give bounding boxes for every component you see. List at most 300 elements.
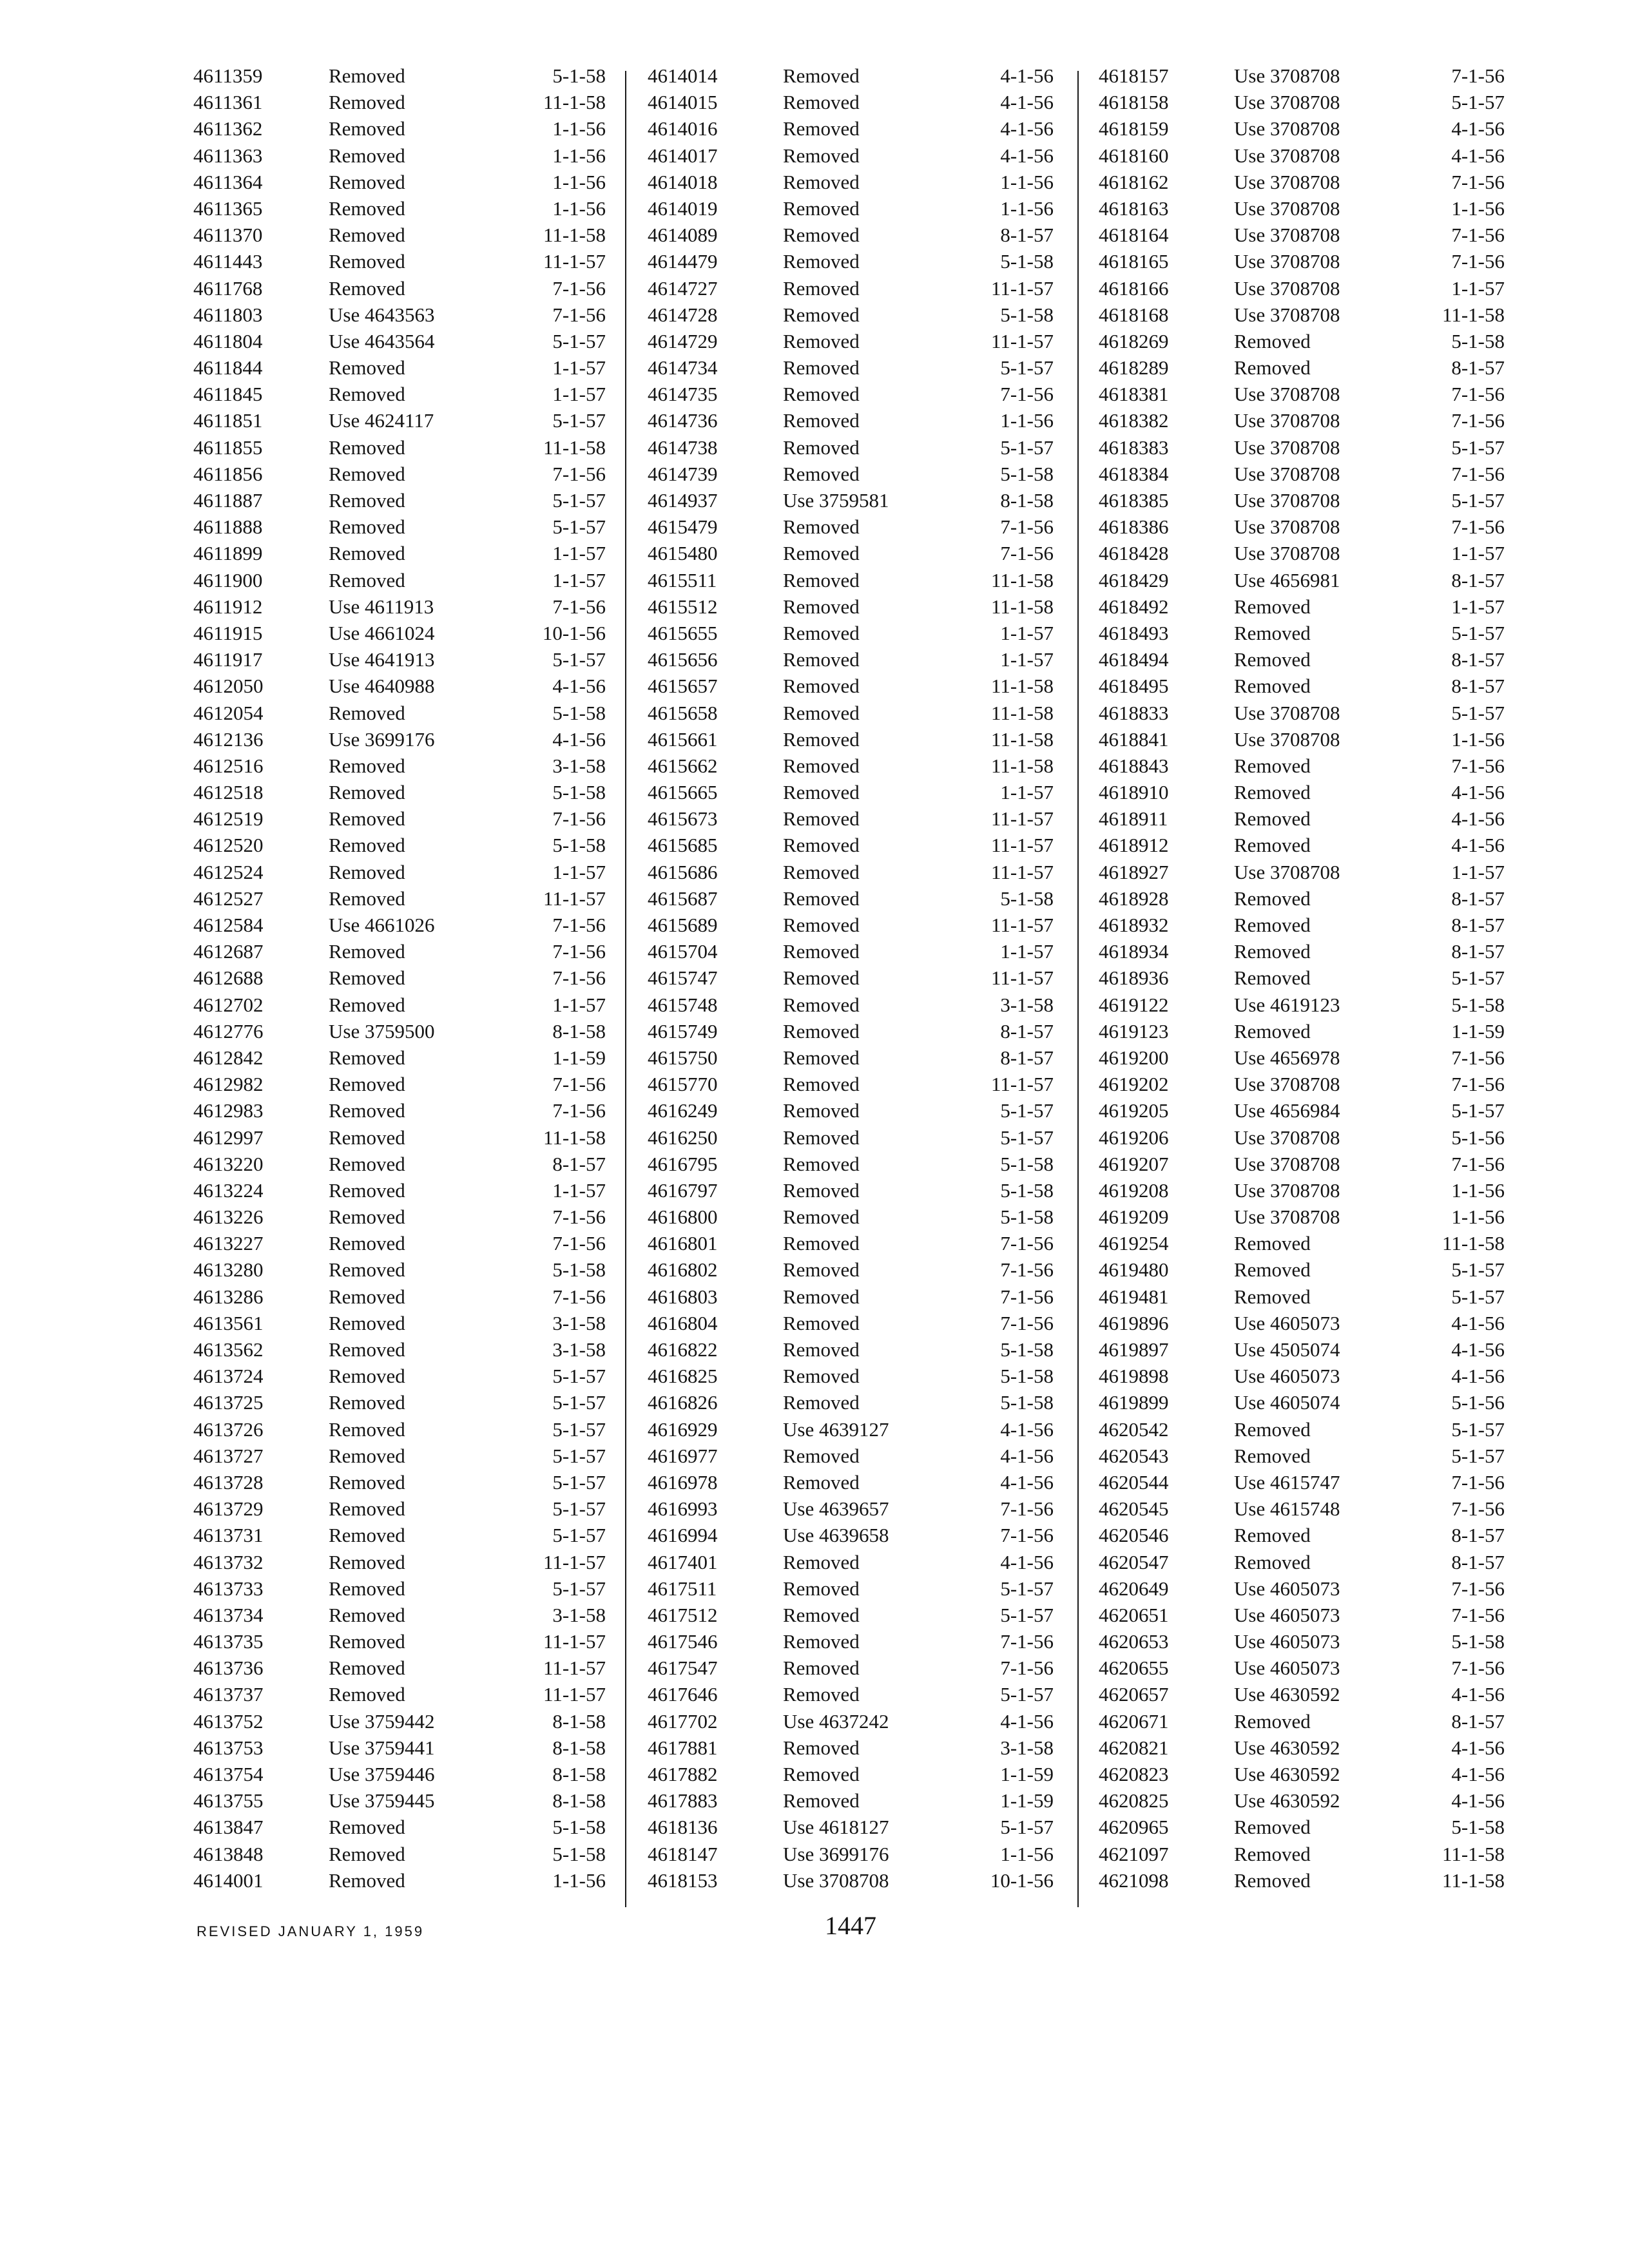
status: Removed (329, 1816, 405, 1839)
part-number: 4620544 (1099, 1470, 1169, 1494)
effective-date: 5-1-57 (552, 1577, 606, 1600)
status: Use 4639127 (783, 1418, 889, 1441)
part-number: 4617546 (648, 1630, 718, 1653)
status: Removed (783, 1152, 860, 1175)
status: Removed (783, 860, 860, 883)
status: Removed (783, 1285, 860, 1308)
table-row (1099, 330, 1505, 356)
effective-date: 7-1-56 (1451, 1497, 1505, 1521)
effective-date: 1-1-57 (1451, 542, 1505, 565)
status: Use 4605073 (1234, 1657, 1340, 1680)
effective-date: 4-1-56 (1000, 117, 1054, 140)
effective-date: 8-1-57 (1000, 1019, 1054, 1043)
effective-date: 7-1-56 (552, 807, 606, 831)
status: Removed (783, 993, 860, 1016)
effective-date: 7-1-56 (1451, 250, 1505, 273)
table-row (193, 171, 606, 197)
effective-date: 5-1-57 (552, 409, 606, 432)
table-row (648, 702, 1054, 728)
part-number: 4611804 (193, 329, 263, 352)
table-row (193, 1126, 606, 1153)
part-number: 4619209 (1099, 1206, 1169, 1229)
status: Removed (329, 701, 405, 724)
status: Removed (783, 224, 860, 247)
table-row (1099, 1683, 1505, 1709)
table-row (1099, 197, 1505, 224)
status: Removed (1234, 1019, 1311, 1043)
part-number: 4618159 (1099, 117, 1169, 140)
status: Removed (329, 1311, 405, 1334)
table-row (648, 1789, 1054, 1816)
table-row (1099, 383, 1505, 409)
effective-date: 1-1-56 (1000, 1842, 1054, 1865)
status: Use 3708708 (1234, 250, 1340, 273)
status: Removed (1234, 754, 1311, 777)
table-row (648, 542, 1054, 568)
part-number: 4619898 (1099, 1365, 1169, 1388)
status: Removed (783, 1444, 860, 1467)
effective-date: 11-1-58 (1442, 1232, 1505, 1255)
effective-date: 4-1-56 (1000, 64, 1054, 87)
table-row (1099, 91, 1505, 117)
part-number: 4619123 (1099, 1019, 1169, 1043)
part-number: 4619899 (1099, 1391, 1169, 1414)
status: Use 4643564 (329, 329, 435, 352)
table-row (193, 914, 606, 940)
effective-date: 11-1-57 (991, 914, 1054, 936)
table-row (1099, 648, 1505, 675)
table-row (193, 1046, 606, 1073)
status: Use 3708708 (1234, 1152, 1340, 1175)
table-row (193, 1869, 606, 1896)
part-number: 4618165 (1099, 250, 1169, 273)
table-row (193, 1471, 606, 1497)
part-number: 4619480 (1099, 1258, 1169, 1282)
part-number: 4618936 (1099, 966, 1169, 990)
part-number: 4613734 (193, 1603, 264, 1626)
part-number: 4612983 (193, 1099, 264, 1122)
table-row (1099, 1418, 1505, 1445)
effective-date: 11-1-57 (991, 807, 1054, 831)
effective-date: 7-1-56 (1451, 1046, 1505, 1069)
part-number: 4611364 (193, 170, 263, 193)
table-row (1099, 1869, 1505, 1896)
effective-date: 3-1-58 (552, 1338, 606, 1361)
table-row (1099, 250, 1505, 276)
part-number: 4611915 (193, 621, 263, 644)
table-row (193, 940, 606, 966)
part-number: 4615686 (648, 860, 718, 883)
effective-date: 4-1-56 (1000, 144, 1054, 167)
part-number: 4619208 (1099, 1178, 1169, 1202)
effective-date: 1-1-57 (1451, 860, 1505, 883)
effective-date: 5-1-57 (1451, 1444, 1505, 1467)
table-row (1099, 807, 1505, 834)
effective-date: 7-1-56 (552, 303, 606, 326)
part-number: 4611768 (193, 276, 263, 300)
part-number: 4620546 (1099, 1524, 1169, 1547)
status: Removed (329, 170, 405, 193)
effective-date: 8-1-58 (552, 1019, 606, 1043)
effective-date: 11-1-57 (991, 1073, 1054, 1096)
part-number: 4616977 (648, 1444, 718, 1467)
part-number: 4611844 (193, 356, 263, 380)
status: Removed (1234, 966, 1311, 990)
part-number: 4611845 (193, 383, 263, 406)
part-number: 4615511 (648, 568, 717, 591)
effective-date: 11-1-58 (543, 1126, 606, 1149)
table-row (193, 303, 606, 330)
status: Removed (329, 1524, 405, 1547)
table-row (648, 1285, 1054, 1312)
effective-date: 8-1-57 (1451, 568, 1505, 591)
table-row (193, 1312, 606, 1338)
part-number: 4613561 (193, 1311, 264, 1334)
part-number: 4620542 (1099, 1418, 1169, 1441)
effective-date: 7-1-56 (1000, 1630, 1054, 1653)
status: Removed (783, 436, 860, 459)
part-number: 4617881 (648, 1736, 718, 1759)
effective-date: 7-1-56 (1000, 1311, 1054, 1334)
part-number: 4618164 (1099, 224, 1169, 247)
part-number: 4615479 (648, 515, 718, 539)
status: Use 4661024 (329, 621, 435, 644)
status: Use 4630592 (1234, 1789, 1340, 1812)
effective-date: 7-1-56 (1000, 1657, 1054, 1680)
table-row (648, 1683, 1054, 1709)
table-row (648, 1258, 1054, 1285)
part-number: 4621098 (1099, 1869, 1169, 1892)
table-row (648, 436, 1054, 463)
table-row (648, 117, 1054, 144)
effective-date: 5-1-58 (552, 64, 606, 87)
status: Removed (329, 1577, 405, 1600)
status: Use 3708708 (1234, 489, 1340, 512)
table-row (193, 1153, 606, 1179)
table-row (193, 1258, 606, 1285)
status: Use 3759441 (329, 1736, 435, 1759)
part-number: 4620671 (1099, 1709, 1169, 1733)
status: Use 3708708 (1234, 860, 1340, 883)
part-number: 4614015 (648, 91, 718, 114)
part-number: 4618160 (1099, 144, 1169, 167)
status: Use 4656984 (1234, 1099, 1340, 1122)
table-row (648, 966, 1054, 993)
table-row (193, 1577, 606, 1604)
effective-date: 5-1-57 (1451, 1099, 1505, 1122)
table-row (1099, 887, 1505, 914)
table-row (193, 1285, 606, 1312)
part-number: 4615658 (648, 701, 718, 724)
status: Use 3708708 (1234, 542, 1340, 565)
effective-date: 11-1-58 (1442, 303, 1505, 326)
status: Removed (329, 1470, 405, 1494)
part-number: 4618385 (1099, 489, 1169, 512)
part-number: 4611887 (193, 489, 263, 512)
status: Use 3708708 (1234, 170, 1340, 193)
part-number: 4613736 (193, 1657, 264, 1680)
status: Removed (329, 1232, 405, 1255)
part-number: 4614728 (648, 303, 718, 326)
table-row (193, 861, 606, 887)
part-number: 4613224 (193, 1178, 264, 1202)
part-number: 4618136 (648, 1816, 718, 1839)
effective-date: 11-1-58 (991, 727, 1054, 751)
part-number: 4618494 (1099, 648, 1169, 671)
table-row (193, 436, 606, 463)
status: Removed (329, 91, 405, 114)
status: Use 3708708 (1234, 727, 1340, 751)
part-number: 4612519 (193, 807, 264, 831)
part-number: 4615661 (648, 727, 718, 751)
effective-date: 5-1-57 (1000, 1683, 1054, 1706)
part-number: 4620547 (1099, 1550, 1169, 1573)
status: Use 3708708 (1234, 436, 1340, 459)
table-row (193, 1789, 606, 1816)
status: Removed (329, 356, 405, 380)
table-row (1099, 1524, 1505, 1550)
table-row (1099, 994, 1505, 1020)
part-number: 4615662 (648, 754, 718, 777)
table-row (193, 887, 606, 914)
effective-date: 1-1-56 (1451, 197, 1505, 220)
part-number: 4613732 (193, 1550, 264, 1573)
effective-date: 4-1-56 (1000, 1444, 1054, 1467)
status: Removed (1234, 1285, 1311, 1308)
status: Removed (1234, 648, 1311, 671)
part-number: 4616802 (648, 1258, 718, 1282)
effective-date: 10-1-56 (542, 621, 606, 644)
part-number: 4612688 (193, 966, 264, 990)
part-number: 4613728 (193, 1470, 264, 1494)
table-row (1099, 569, 1505, 595)
part-number: 4611359 (193, 64, 263, 87)
status: Removed (783, 914, 860, 936)
part-number: 4613562 (193, 1338, 264, 1361)
part-number: 4611899 (193, 542, 263, 565)
table-row (1099, 1577, 1505, 1604)
status: Removed (783, 727, 860, 751)
part-number: 4614019 (648, 197, 718, 220)
part-number: 4613752 (193, 1709, 264, 1733)
part-number: 4613731 (193, 1524, 264, 1547)
effective-date: 7-1-56 (1451, 1577, 1505, 1600)
part-number: 4616978 (648, 1470, 718, 1494)
status: Removed (329, 1285, 405, 1308)
part-number: 4615512 (648, 595, 718, 618)
status: Removed (783, 144, 860, 167)
table-row (193, 1073, 606, 1099)
part-number: 4615665 (648, 781, 718, 804)
part-number: 4620651 (1099, 1603, 1169, 1626)
table-row (193, 834, 606, 860)
effective-date: 1-1-56 (1000, 409, 1054, 432)
table-row (193, 489, 606, 515)
table-row (648, 1153, 1054, 1179)
table-row (648, 781, 1054, 807)
table-row (193, 224, 606, 250)
effective-date: 5-1-57 (552, 1470, 606, 1494)
part-number: 4616803 (648, 1285, 718, 1308)
effective-date: 4-1-56 (1451, 1683, 1505, 1706)
status: Use 3708708 (1234, 303, 1340, 326)
table-row (1099, 914, 1505, 940)
effective-date: 7-1-56 (1451, 1073, 1505, 1096)
table-row (1099, 542, 1505, 568)
revision-note: REVISED JANUARY 1, 1959 (197, 1923, 425, 1939)
status: Use 4615748 (1234, 1497, 1340, 1521)
table-row (1099, 1604, 1505, 1630)
effective-date: 4-1-56 (1451, 1763, 1505, 1785)
effective-date: 11-1-58 (991, 675, 1054, 698)
part-number: 4618934 (1099, 940, 1169, 963)
effective-date: 1-1-56 (1451, 1178, 1505, 1202)
part-number: 4613729 (193, 1497, 264, 1521)
effective-date: 4-1-56 (1000, 1418, 1054, 1441)
part-number: 4616826 (648, 1391, 718, 1414)
table-row (648, 64, 1054, 91)
status: Removed (329, 1126, 405, 1149)
effective-date: 7-1-56 (1451, 224, 1505, 247)
part-number: 4616797 (648, 1178, 718, 1202)
table-row (648, 1869, 1054, 1896)
status: Removed (1234, 1444, 1311, 1467)
status: Removed (1234, 887, 1311, 910)
effective-date: 11-1-57 (991, 834, 1054, 857)
part-number: 4612518 (193, 781, 264, 804)
effective-date: 5-1-57 (552, 329, 606, 352)
effective-date: 5-1-57 (552, 1497, 606, 1521)
effective-date: 7-1-56 (1451, 1603, 1505, 1626)
table-row (1099, 1630, 1505, 1657)
table-row (1099, 940, 1505, 966)
part-number: 4618289 (1099, 356, 1169, 380)
table-row (1099, 1179, 1505, 1206)
status: Removed (329, 1338, 405, 1361)
table-row (648, 940, 1054, 966)
part-number: 4613220 (193, 1152, 264, 1175)
status: Removed (783, 64, 860, 87)
status: Use 4643563 (329, 303, 435, 326)
effective-date: 5-1-57 (552, 1365, 606, 1388)
effective-date: 5-1-57 (1451, 1258, 1505, 1282)
table-row (193, 250, 606, 276)
part-number: 4614018 (648, 170, 718, 193)
part-number: 4613286 (193, 1285, 264, 1308)
status: Removed (329, 462, 405, 485)
part-number: 4613725 (193, 1391, 264, 1414)
effective-date: 5-1-58 (552, 781, 606, 804)
status: Removed (1234, 595, 1311, 618)
effective-date: 1-1-57 (1000, 621, 1054, 644)
effective-date: 1-1-59 (1000, 1789, 1054, 1812)
status: Use 3708708 (1234, 383, 1340, 406)
effective-date: 3-1-58 (1000, 993, 1054, 1016)
effective-date: 1-1-57 (552, 993, 606, 1016)
part-number: 4614479 (648, 250, 718, 273)
effective-date: 4-1-56 (1000, 1550, 1054, 1573)
effective-date: 5-1-57 (552, 489, 606, 512)
effective-date: 5-1-58 (552, 1258, 606, 1282)
status: Use 4630592 (1234, 1736, 1340, 1759)
effective-date: 5-1-57 (1000, 1577, 1054, 1600)
part-number: 4618147 (648, 1842, 718, 1865)
table-row (648, 1843, 1054, 1869)
part-number: 4612524 (193, 860, 264, 883)
status: Removed (1234, 1524, 1311, 1547)
effective-date: 4-1-56 (1451, 781, 1505, 804)
status: Removed (1234, 807, 1311, 831)
status: Use 4639658 (783, 1524, 889, 1547)
effective-date: 5-1-58 (1000, 1365, 1054, 1388)
status: Removed (329, 436, 405, 459)
effective-date: 5-1-57 (1451, 489, 1505, 512)
status: Removed (329, 1418, 405, 1441)
part-number: 4611362 (193, 117, 263, 140)
part-number: 4614729 (648, 329, 718, 352)
effective-date: 5-1-57 (1000, 1099, 1054, 1122)
effective-date: 8-1-57 (1451, 1550, 1505, 1573)
status: Removed (329, 276, 405, 300)
part-number: 4619481 (1099, 1285, 1169, 1308)
table-row (193, 675, 606, 701)
table-row (1099, 144, 1505, 171)
effective-date: 1-1-57 (1451, 276, 1505, 300)
part-number: 4621097 (1099, 1842, 1169, 1865)
effective-date: 7-1-56 (552, 1099, 606, 1122)
table-row (648, 1338, 1054, 1365)
effective-date: 5-1-58 (1451, 1816, 1505, 1839)
effective-date: 11-1-57 (543, 250, 606, 273)
effective-date: 7-1-56 (1451, 64, 1505, 87)
effective-date: 3-1-58 (552, 1603, 606, 1626)
effective-date: 1-1-56 (1451, 727, 1505, 751)
part-number: 4616795 (648, 1152, 718, 1175)
part-number: 4619122 (1099, 993, 1169, 1016)
effective-date: 4-1-56 (1451, 1789, 1505, 1812)
effective-date: 8-1-58 (552, 1763, 606, 1785)
status: Use 4605073 (1234, 1577, 1340, 1600)
status: Use 4640988 (329, 675, 435, 698)
part-number: 4618383 (1099, 436, 1169, 459)
effective-date: 1-1-59 (552, 1046, 606, 1069)
table-row (1099, 1126, 1505, 1153)
table-row (193, 1099, 606, 1126)
part-number: 4614739 (648, 462, 718, 485)
table-row (193, 1338, 606, 1365)
table-row (193, 569, 606, 595)
effective-date: 11-1-57 (991, 276, 1054, 300)
status: Removed (329, 834, 405, 857)
status: Removed (783, 303, 860, 326)
table-row (1099, 1099, 1505, 1126)
table-row (648, 887, 1054, 914)
status: Removed (329, 754, 405, 777)
part-number: 4613848 (193, 1842, 264, 1865)
table-row (648, 1551, 1054, 1577)
status: Removed (783, 807, 860, 831)
effective-date: 5-1-57 (552, 1391, 606, 1414)
part-number: 4612516 (193, 754, 264, 777)
table-row (193, 1843, 606, 1869)
part-number: 4620655 (1099, 1657, 1169, 1680)
status: Use 3708708 (1234, 1126, 1340, 1149)
table-row (1099, 117, 1505, 144)
part-number: 4617401 (648, 1550, 718, 1573)
effective-date: 5-1-57 (1451, 621, 1505, 644)
status: Use 3699176 (783, 1842, 889, 1865)
table-row (1099, 1046, 1505, 1073)
